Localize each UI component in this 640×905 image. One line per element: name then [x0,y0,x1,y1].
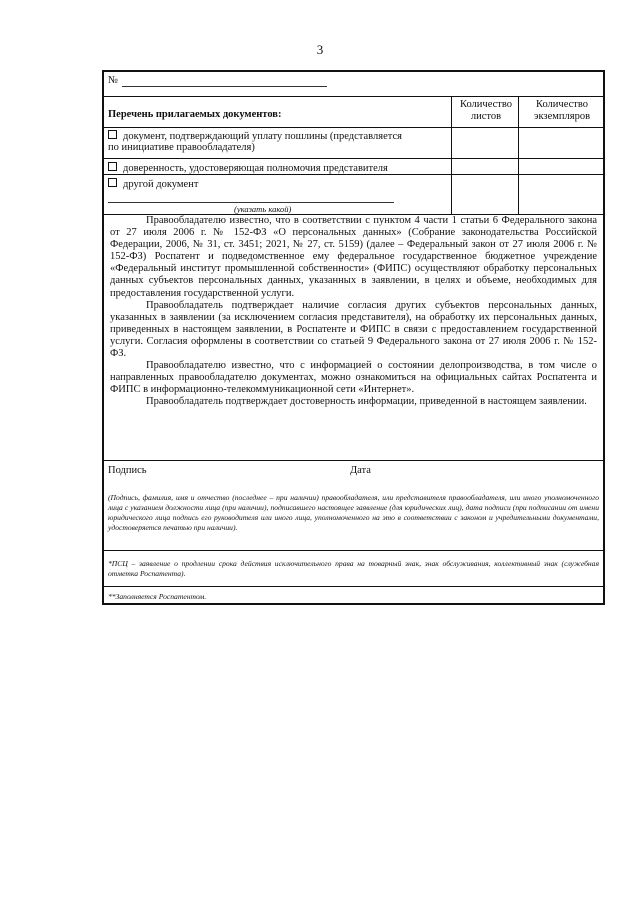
specify-hint: (указать какой) [234,204,292,214]
row-label: другой документ [123,179,199,190]
statement-paragraph: Правообладателю известно, что в соответствии с пунктом 4 части 1 статьи 6 Федерального закона от 27 июля 2006 г. № 152-ФЗ «О персональных данных» (Собрание законодательства Российской Федерации, 2006, № 31, ст. 3451; 2021, № 27, ст. 5159) (далее – Федеральный закон от 27 июля 2006 г. № 152-ФЗ) Роспатент и подведомственное ему федеральное государственное бюджетное учреждение «Федеральный институт промышленной собственности» (ФИПС) осуществляют обработку персональных данных субъектов персональных данных, указанных в заявлении, в целях и объеме, необходимых для предоставления государственной услуги. [110,215,597,299]
number-input-line[interactable] [122,86,327,87]
footnote-psc: *ПСЦ – заявление о продлении срока действия исключительного права на товарный знак, знак обслуживания, коллективный знак (служебная отметка Роспатента). [108,559,599,578]
documents-title: Перечень прилагаемых документов: [108,109,282,120]
consent-statements [110,215,597,409]
page-number: 3 [316,42,324,57]
column-divider [518,96,519,214]
column-divider [451,96,452,214]
divider [104,174,603,175]
row-label: доверенность, удостоверяющая полномочия представителя [123,163,388,174]
divider [104,158,603,159]
divider [104,96,603,97]
footnote-rospatent: **Заполняется Роспатентом. [108,592,207,601]
statement-paragraph: Правообладателю известно, что с информацией о состоянии делопроизводства, в том числе о направленных правообладателю документах, можно ознакомиться на официальных сайтах Роспатента и ФИПС в информационно-телекоммуникационной сети «Интернет». [110,360,597,396]
row-label-cont: по инициативе правообладателя) [108,142,255,153]
checkbox-power-of-attorney[interactable] [108,162,117,171]
application-form-frame [102,70,605,605]
checkbox-other-document[interactable] [108,178,117,187]
divider [104,127,603,128]
divider [104,460,603,461]
col-sheets-header: Количество листов [459,99,513,122]
signature-instruction: (Подпись, фамилия, имя и отчество (последнее – при наличии) правообладателя, или представителя правообладателя, или иного уполномоченного лица с указанием должности лица (при наличии), подписавшего настоящее заявление (для юридических лиц), дата подписи (при подписании от имени юридического лица подпись его руководителя или иного лица, уполномоченного на это в соответствии с законом и учредительными документами, удостоверяется печатью при наличии). [108,493,599,532]
date-label: Дата [350,465,371,476]
checkbox-payment[interactable] [108,130,117,139]
col-copies-header: Количество экземпляров [533,99,591,122]
statement-paragraph: Правообладатель подтверждает достоверность информации, приведенной в настоящем заявлении. [146,396,587,408]
divider [104,586,603,587]
document-row [108,178,198,191]
number-label: № [108,75,119,86]
divider [104,550,603,551]
signature-label: Подпись [108,465,147,476]
statement-paragraph: Правообладатель подтверждает наличие согласия других субъектов персональных данных, указанных в заявлении (за исключением согласия представителя), на обработку их персональных данных, приведенных в настоящем заявлении, в Роспатенте и ФИПС в связи с предоставлением государственной услуги. Согласия оформлены в соответствии со статьей 9 Федерального закона от 27 июля 2006 г. № 152-ФЗ. [110,299,597,360]
row-label: документ, подтверждающий уплату пошлины (представляется [123,131,402,142]
